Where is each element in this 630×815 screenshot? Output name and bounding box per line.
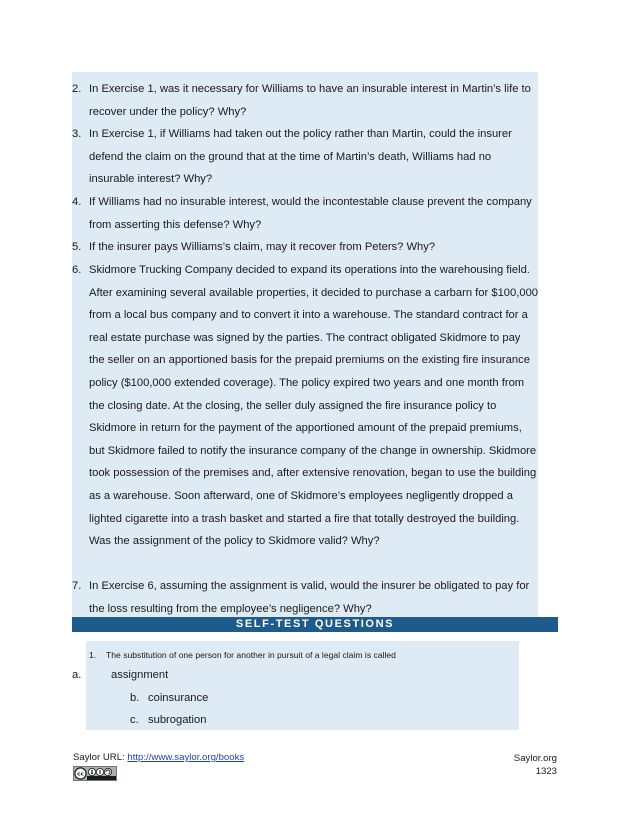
cc-by-nc-sa-icon [73, 766, 117, 781]
license-badge-icon [74, 767, 116, 780]
page-number: 1323 [535, 766, 557, 777]
exercise-number: 3. [72, 128, 82, 140]
footer-url-link[interactable]: http://www.saylor.org/books [127, 752, 245, 763]
exercise-number: 2. [72, 83, 82, 95]
option-b [130, 692, 208, 704]
exercise-item-4 [72, 191, 538, 237]
footer-page-info [514, 752, 557, 778]
option-text: subrogation [148, 714, 207, 726]
footer-source [73, 752, 244, 763]
exercise-item-7 [72, 575, 538, 621]
exercise-item-6 [72, 259, 538, 575]
option-letter: c. [130, 714, 139, 726]
exercise-number: 7. [72, 580, 82, 592]
footer-url-label: Saylor URL: [73, 752, 128, 763]
question-number: 1. [89, 650, 97, 660]
option-c [130, 714, 206, 726]
svg-text:cc: cc [77, 771, 84, 778]
option-letter: a. [72, 669, 82, 681]
option-letter: b. [130, 692, 140, 704]
exercise-number: 5. [72, 241, 82, 253]
exercise-text: If the insurer pays Williams’s claim, may it recover from Peters? Why? [89, 241, 436, 253]
exercise-number: 6. [72, 264, 82, 276]
footer-site: Saylor.org [513, 753, 557, 764]
option-text: assignment [111, 669, 169, 681]
option-a [72, 669, 168, 681]
exercise-text: If Williams had no insurable interest, would the incontestable clause prevent the company from asserting this defense? Why? [89, 196, 532, 231]
exercise-item-2 [72, 78, 538, 124]
question-text: The substitution of one person for another in pursuit of a legal claim is called [106, 650, 396, 660]
exercise-text: In Exercise 1, was it necessary for Williams to have an insurable interest in Martin’s life to recover under the policy? Why? [89, 83, 531, 118]
exercise-item-5 [72, 236, 538, 259]
option-text: coinsurance [148, 692, 209, 704]
exercise-text: In Exercise 6, assuming the assignment is valid, would the insurer be obligated to pay for the loss resulting from the employee’s negligence? Why? [89, 580, 530, 615]
exercise-item-3 [72, 123, 538, 191]
svg-text:$: $ [98, 769, 102, 775]
exercise-text: Skidmore Trucking Company decided to expand its operations into the warehousing field. After examining several available properties, it decided to purchase a carbarn for $100,000 from a local bus company and to convert it into a warehouse. The standard contract for a real estate purchase was signed by the parties. The contract obligated Skidmore to pay the seller on an apportioned basis for the prepaid premiums on the existing fire insurance policy ($100,000 extended coverage). The policy expired two years and one month from the closing date. At the closing, the seller duly assigned the fire insurance policy to Skidmore in return for the payment of the apportioned amount of the prepaid premiums, but Skidmore failed to notify the insurance company of the change in ownership. Skidmore took possession of the premises and, after extensive renovation, began to use the building as a warehouse. Soon afterward, one of Skidmore’s employees negligently dropped a lighted cigarette into a trash basket and started a fire that totally destroyed the building. Was the assignment of the policy to Skidmore valid? Why? [89, 264, 539, 548]
question-1 [88, 650, 396, 660]
self-test-heading: SELF-TEST QUESTIONS [72, 617, 558, 632]
exercise-text: In Exercise 1, if Williams had taken out the policy rather than Martin, could the insurer defend the claim on the ground that at the time of Martin’s death, Williams had no insurable interest? Why? [89, 128, 512, 186]
exercise-number: 4. [72, 196, 82, 208]
